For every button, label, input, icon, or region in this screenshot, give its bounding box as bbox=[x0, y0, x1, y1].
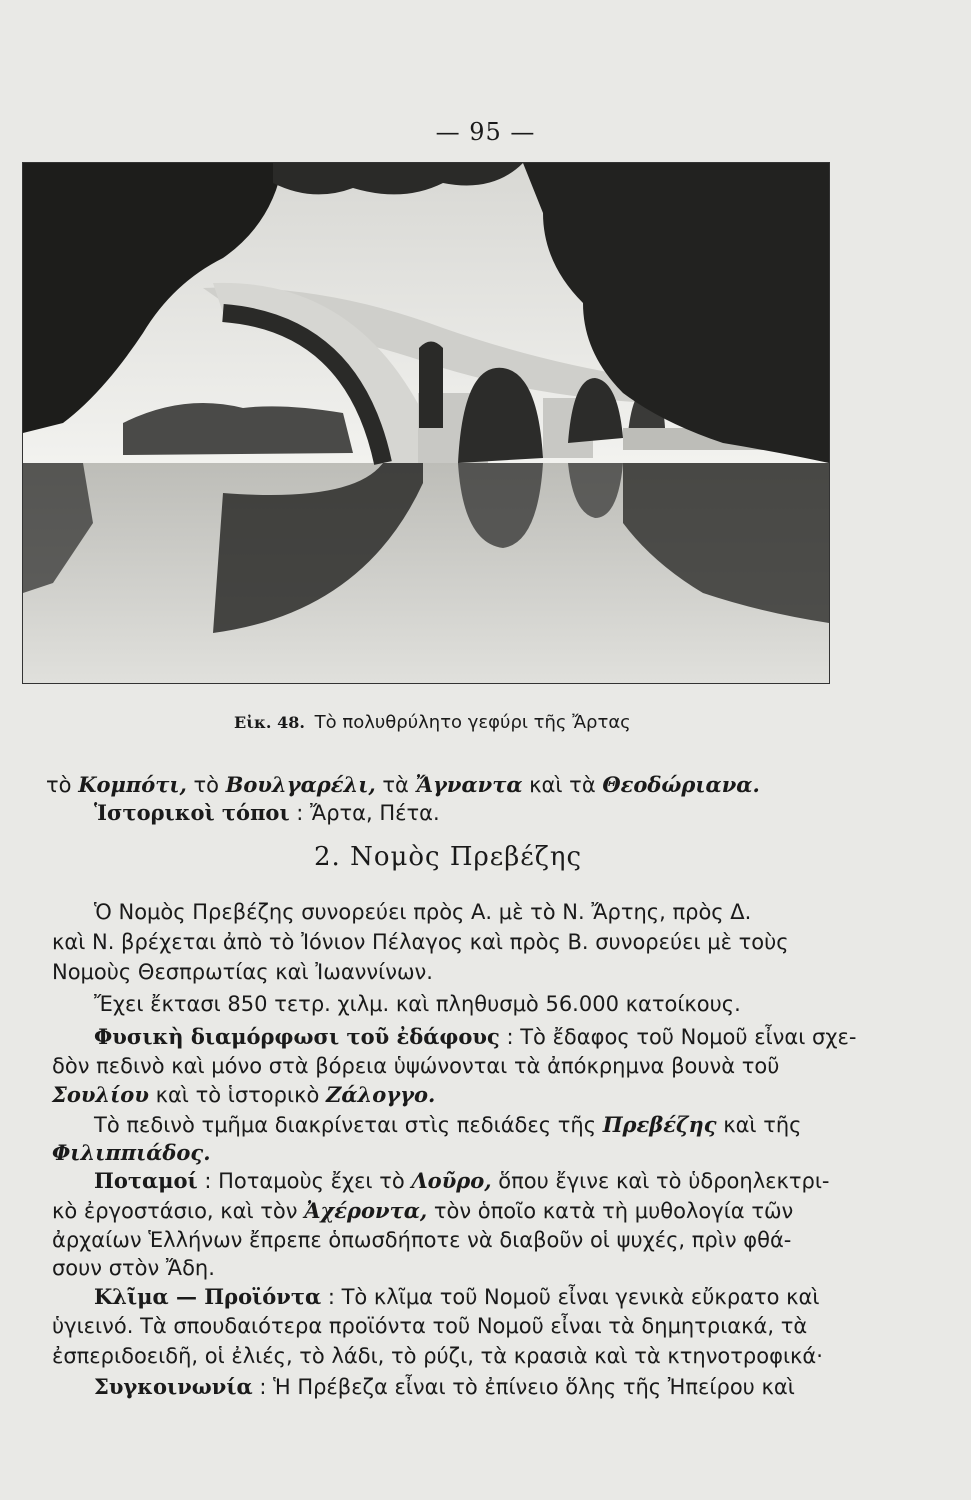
paragraph-rivers-line1 bbox=[94, 1168, 830, 1193]
paragraph-area: Ἔχει ἔκτασι 850 τετρ. χιλμ. καὶ πληθυσμὸ 56.000 κατοίκους. bbox=[94, 992, 741, 1016]
section-label: Φυσικὴ διαμόρφωσι τοῦ ἐδάφους bbox=[94, 1024, 500, 1049]
place-name: Ἀχέροντα, bbox=[304, 1198, 428, 1223]
text: καὶ τῆς bbox=[723, 1113, 802, 1137]
paragraph-terrain-line3 bbox=[52, 1082, 435, 1107]
figure-caption bbox=[234, 712, 631, 733]
place-name: Λοῦρο, bbox=[411, 1168, 492, 1193]
paragraph-villages bbox=[46, 772, 760, 797]
section-label: Συγκοινωνία bbox=[94, 1374, 253, 1399]
text: : Τὸ ἔδαφος τοῦ Νομοῦ εἶναι σχε- bbox=[506, 1025, 857, 1049]
text: : Ἡ Πρέβεζα εἶναι τὸ ἐπίνειο ὅλης τῆς Ἠπείρου καὶ bbox=[259, 1375, 795, 1399]
paragraph-rivers-line3: ἀρχαίων Ἑλλήνων ἔπρεπε ὁπωσδήποτε νὰ διαβοῦν οἱ ψυχές, πρὶν φθά- bbox=[52, 1228, 792, 1252]
place-name: Θεοδώριανα. bbox=[602, 772, 760, 797]
text: καὶ τὰ bbox=[529, 773, 596, 797]
paragraph-terrain-line2: δὸν πεδινὸ καὶ μόνο στὰ βόρεια ὑψώνονται τὰ ἀπόκρημνα βουνὰ τοῦ bbox=[52, 1054, 780, 1078]
text: κὸ ἐργοστάσιο, καὶ τὸν bbox=[52, 1199, 298, 1223]
paragraph-plains-line1 bbox=[94, 1112, 801, 1137]
bridge-photograph bbox=[22, 162, 830, 684]
paragraph-borders-line3: Νομοὺς Θεσπρωτίας καὶ Ἰωαννίνων. bbox=[52, 960, 433, 984]
text: τὸ bbox=[193, 773, 219, 797]
arta-bridge-illustration bbox=[23, 163, 829, 683]
paragraph-climate-line3: ἐσπεριδοειδῆ, οἱ ἐλιές, τὸ λάδι, τὸ ρύζι, τὰ κρασιὰ καὶ τὰ κτηνοτροφικά· bbox=[52, 1344, 823, 1368]
section-label: Κλῖμα — Προϊόντα bbox=[94, 1284, 322, 1309]
paragraph-climate-line2: ὑγιεινό. Τὰ σπουδαιότερα προϊόντα τοῦ Νομοῦ εἶναι τὰ δημητριακά, τὰ bbox=[52, 1314, 808, 1338]
paragraph-plains-line2 bbox=[52, 1140, 211, 1165]
figure-label: Εἰκ. 48. bbox=[234, 713, 305, 732]
text: τὰ bbox=[382, 773, 409, 797]
paragraph-transport-line1 bbox=[94, 1374, 795, 1399]
figure-caption-text: Τὸ πολυθρύλητο γεφύρι τῆς Ἄρτας bbox=[314, 712, 631, 733]
section-heading: 2. Νομὸς Πρεβέζης bbox=[314, 842, 583, 872]
paragraph-rivers-line2 bbox=[52, 1198, 793, 1223]
place-name: Πρεβέζης bbox=[602, 1112, 717, 1137]
paragraph-terrain-line1 bbox=[94, 1024, 856, 1049]
section-label: Ἱστορικοὶ τόποι bbox=[94, 800, 290, 825]
paragraph-borders-line2: καὶ Ν. βρέχεται ἀπὸ τὸ Ἰόνιον Πέλαγος καὶ πρὸς Β. συνορεύει μὲ τοὺς bbox=[52, 930, 789, 954]
paragraph-borders-line1: Ὁ Νομὸς Πρεβέζης συνορεύει πρὸς Α. μὲ τὸ Ν. Ἄρτης, πρὸς Δ. bbox=[94, 900, 752, 924]
text: : Ἄρτα, Πέτα. bbox=[296, 801, 440, 825]
text: : Τὸ κλῖμα τοῦ Νομοῦ εἶναι γενικὰ εὔκρατο καὶ bbox=[327, 1285, 820, 1309]
place-name: Κομπότι, bbox=[78, 772, 187, 797]
paragraph-historic-places bbox=[94, 800, 440, 825]
paragraph-rivers-line4: σουν στὸν Ἄδη. bbox=[52, 1256, 215, 1280]
place-name: Ζάλογγο. bbox=[326, 1082, 436, 1107]
paragraph-climate-line1 bbox=[94, 1284, 819, 1309]
place-name: Ἄγναντα bbox=[415, 772, 523, 797]
page-number: — 95 — bbox=[435, 118, 536, 146]
text: τὸ bbox=[46, 773, 72, 797]
place-name: Φιλιππιάδος. bbox=[52, 1140, 211, 1165]
place-name: Σουλίου bbox=[52, 1082, 149, 1107]
text: Τὸ πεδινὸ τμῆμα διακρίνεται στὶς πεδιάδες τῆς bbox=[94, 1113, 597, 1137]
text: ὅπου ἔγινε καὶ τὸ ὑδροηλεκτρι- bbox=[498, 1169, 830, 1193]
text: καὶ τὸ ἱστορικὸ bbox=[155, 1083, 320, 1107]
section-label: Ποταμοί bbox=[94, 1168, 198, 1193]
place-name: Βουλγαρέλι, bbox=[225, 772, 376, 797]
text: τὸν ὁποῖο κατὰ τὴ μυθολογία τῶν bbox=[433, 1199, 794, 1223]
text: : Ποταμοὺς ἔχει τὸ bbox=[204, 1169, 405, 1193]
